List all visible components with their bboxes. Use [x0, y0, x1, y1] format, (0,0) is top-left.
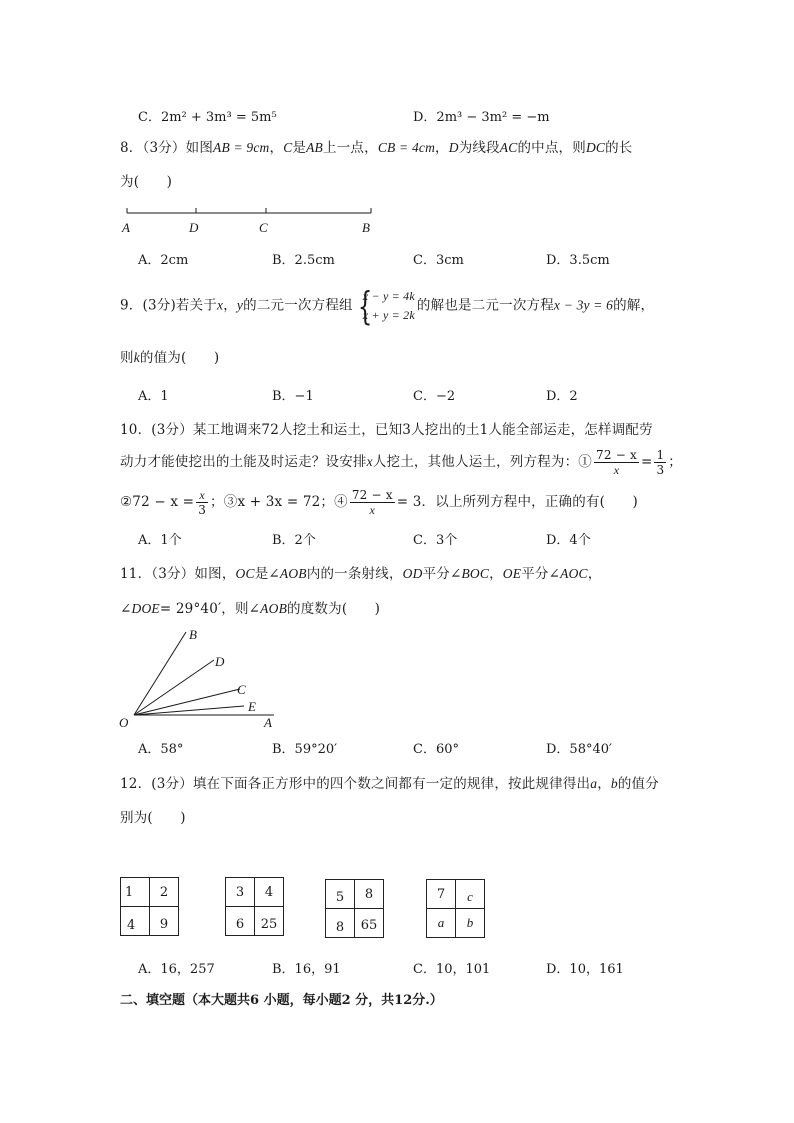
q8-text: 上一点， — [323, 140, 378, 156]
q9-text: 的值为( ) — [139, 350, 220, 366]
q11-text: ， — [489, 566, 503, 582]
q8-c: C — [283, 140, 293, 155]
q11-option-a: A．58° — [138, 742, 184, 757]
q9-brace: { — [357, 284, 373, 328]
q11-text: 平分∠ — [422, 566, 462, 582]
q11-label-o: O — [119, 715, 129, 730]
q8-stem-line2: 为( ) — [120, 174, 173, 190]
q9-option-a: A．1 — [138, 389, 169, 404]
q12-sq2-cell-br: 25 — [255, 907, 284, 936]
q9-text: ， — [223, 297, 237, 314]
q11-aob: AOB — [279, 566, 307, 581]
q8-ab: AB — [306, 140, 324, 155]
q10-f1r-denominator: 3 — [656, 463, 665, 477]
q12-option-a: A．16，257 — [138, 962, 215, 977]
q11-text: ∠ — [120, 601, 132, 617]
q12-sq1-cell-tl: 1 — [121, 878, 150, 907]
q12-sq4-cell-bl: a — [427, 909, 456, 938]
q8-text: ， — [269, 140, 284, 156]
q12-sq2-cell-tl: 3 — [226, 878, 255, 907]
q10-stem-line2 — [120, 448, 682, 477]
q10-text: 动力才能使挖出的土能及时运走？设安排 — [120, 454, 367, 470]
q11-label-d: D — [215, 654, 225, 669]
q9-y: y — [236, 297, 244, 313]
q10-stem-line3 — [120, 488, 638, 517]
q8-text: 是 — [292, 140, 307, 156]
q10-text: = 3．以上所列方程中，正确的有( ) — [396, 494, 638, 510]
q10-f1r-numerator: 1 — [656, 448, 665, 462]
q11-aob: AOB — [260, 601, 288, 616]
q12-option-b: B．16，91 — [272, 962, 341, 977]
q8-option-b: B．2.5cm — [272, 253, 335, 268]
section-2-title: 二、填空题（本大题共6 小题，每小题2 分，共12分.） — [120, 993, 443, 1008]
q12-sq4-cell-tl: 7 — [427, 880, 456, 909]
q12-sq3-cell-tl: 5 — [326, 880, 355, 909]
q10-f1-denominator: x — [613, 463, 620, 477]
q8-label-a: A — [122, 220, 130, 235]
q12-sq2-cell-tr: 4 — [255, 878, 284, 907]
q12-sq1-cell-br: 9 — [150, 907, 179, 936]
q12-b: b — [610, 776, 618, 791]
q8-text: ， — [435, 140, 449, 156]
q11-label-c: C — [237, 682, 246, 697]
q12-option-d: D．10，161 — [546, 962, 624, 977]
q10-stem-line1: 10．(3分）某工地调来72人挖土和运土，已知3人挖出的土1人能全部运走，怎样调配劳 — [120, 422, 653, 438]
q8-ac: AC — [499, 140, 518, 155]
q12-sq1-cell-tr: 2 — [150, 878, 179, 907]
q8-ab-eq: AB = 9cm — [213, 140, 270, 155]
q9-stem-line2 — [120, 346, 219, 366]
q11-aoc: AOC — [560, 566, 588, 581]
q9-stem-line1 — [120, 284, 655, 328]
q12-sq4-cell-tr: c — [456, 880, 485, 909]
q11-label-b: B — [189, 627, 197, 642]
q10-f3-denominator: x — [369, 503, 376, 517]
q10-text: 人挖土，其他人运土，列方程为：① — [372, 454, 593, 470]
q9-text: 则 — [120, 350, 134, 366]
q9-option-c: C．−2 — [413, 389, 456, 404]
q10-text: ； — [668, 454, 682, 470]
q10-option-b: B．2个 — [272, 533, 316, 548]
q11-stem-line2 — [120, 597, 380, 617]
q8-text: 的长 — [605, 140, 633, 156]
q12-sq2-cell-bl: 6 — [226, 907, 255, 936]
q10-text: = — [640, 454, 653, 470]
q11-text: 是∠ — [254, 566, 280, 582]
q11-option-c: C．60° — [413, 742, 459, 757]
q12-text: 的值分 — [617, 776, 659, 792]
q11-text: 11．（3分）如图， — [120, 566, 236, 582]
q10-option-c: C．3个 — [413, 533, 458, 548]
q8-cb-eq: CB = 4cm — [377, 140, 436, 155]
q11-text: 平分∠ — [521, 566, 561, 582]
q11-option-d: D．58°40′ — [546, 742, 612, 757]
q9-option-d: D．2 — [546, 389, 578, 404]
q12-stem-line2: 别为( ) — [120, 810, 186, 826]
q9-k: k — [133, 350, 140, 365]
q8-text: 为线段 — [458, 140, 500, 156]
q8-dc: DC — [585, 140, 606, 155]
q11-oc: OC — [235, 566, 255, 581]
q12-option-c: C．10，101 — [413, 962, 491, 977]
q9-x: x — [217, 297, 224, 313]
q9-text: 的二元一次方程组 — [243, 297, 353, 314]
q9-text: 的解， — [613, 297, 655, 314]
q12-square-4 — [426, 879, 485, 938]
q8-segment-figure — [118, 202, 388, 238]
q10-option-d: D．4个 — [546, 533, 591, 548]
q11-text: 内的一条射线， — [306, 566, 403, 582]
q10-x: x — [366, 454, 373, 469]
q12-sq3-cell-tr: 8 — [355, 880, 384, 909]
q11-stem-line1 — [120, 562, 601, 582]
q8-text: 8．（3分）如图 — [120, 140, 214, 156]
q12-text: 12．(3分）填在下面各正方形中的四个数之间都有一定的规律，按此规律得出 — [120, 776, 591, 792]
q12-square-2 — [225, 877, 284, 936]
q11-label-e: E — [248, 699, 256, 714]
q12-sq3-cell-br: 65 — [355, 909, 384, 938]
q10-f3-numerator: 72 − x — [351, 488, 393, 502]
q12-sq3-cell-bl: 8 — [326, 909, 355, 938]
q12-square-3 — [325, 879, 384, 938]
q8-stem-line1 — [120, 136, 633, 156]
q11-od: OD — [402, 566, 423, 581]
q10-fraction-3 — [350, 488, 395, 517]
q11-ray-od — [134, 660, 214, 715]
q11-option-b: B．59°20′ — [272, 742, 338, 757]
q10-f1-numerator: 72 − x — [596, 448, 637, 462]
q12-sq4-cell-br: b — [456, 909, 485, 938]
q9-text: 9．(3分)若关于 — [120, 297, 218, 314]
q10-f2-denominator: 3 — [198, 503, 207, 517]
q11-ray-ob — [134, 632, 186, 715]
q8-text: 的中点，则 — [517, 140, 586, 156]
q9-text: 的解也是二元一次方程 — [416, 297, 554, 314]
q12-a: a — [590, 776, 598, 791]
q8-option-d: D．3.5cm — [546, 253, 610, 268]
q9-equation-system — [355, 284, 415, 328]
q9-eq2: x + y = 2k — [362, 308, 415, 322]
q12-square-1 — [120, 877, 179, 936]
q10-option-a: A．1个 — [138, 533, 182, 548]
q10-text: ②72 − x = — [120, 494, 195, 510]
q11-oe: OE — [502, 566, 522, 581]
q12-stem-line1 — [120, 772, 659, 792]
q10-fraction-1 — [594, 448, 639, 477]
q9-eq3: x − 3y = 6 — [553, 297, 614, 313]
q10-f2-numerator: x — [196, 488, 208, 503]
q10-fraction-1r — [654, 448, 666, 477]
q12-sq1-cell-bl: 4 — [121, 907, 150, 936]
q9-option-b: B．−1 — [272, 389, 314, 404]
q8-option-c: C．3cm — [413, 253, 464, 268]
q11-text: ， — [587, 566, 602, 582]
q11-angle-figure — [116, 626, 286, 732]
q11-boc: BOC — [461, 566, 490, 581]
q8-label-b: B — [362, 220, 370, 235]
q7-option-c: C．2m² + 3m³ = 5m⁵ — [138, 110, 277, 125]
q8-option-a: A．2cm — [138, 253, 189, 268]
q10-fraction-2 — [196, 488, 208, 517]
q7-option-d: D．2m³ − 3m² = −m — [413, 110, 550, 125]
q12-text: ， — [597, 776, 611, 792]
q8-label-d: D — [189, 220, 199, 235]
q11-text: 的度数为( ) — [287, 601, 381, 617]
q8-d: D — [448, 140, 459, 155]
q9-eq1: x − y = 4k — [362, 289, 415, 303]
q11-label-a: A — [264, 715, 272, 730]
q11-doe: DOE — [131, 601, 160, 616]
q11-text: = 29°40′，则∠ — [159, 601, 261, 617]
q8-label-c: C — [259, 220, 268, 235]
q10-text: ；③x + 3x = 72；④ — [210, 494, 348, 510]
